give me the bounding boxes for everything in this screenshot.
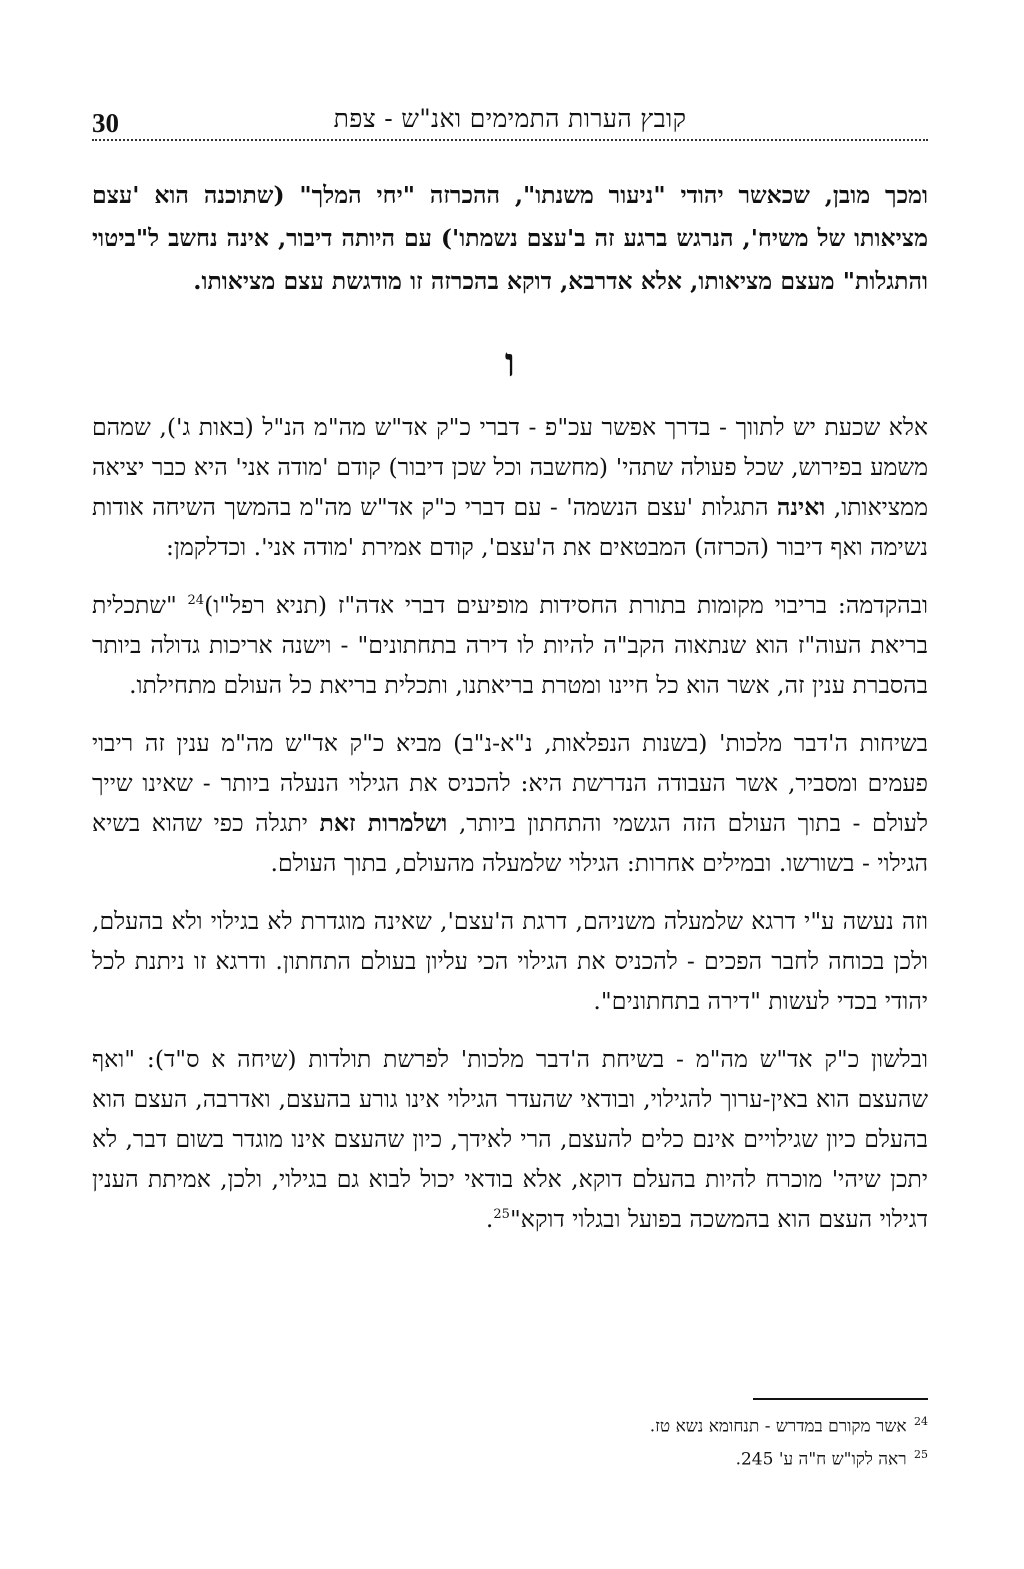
footnote-ref-25[interactable]: 25 xyxy=(493,1207,510,1223)
paragraph-2 xyxy=(92,585,928,705)
paragraph-1-part-a: אלא שכעת יש לתווך - בדרך אפשר עכ"פ - דברי כ"ק אד"ש מה"מ הנ"ל (באות ג'), שמהם משמע בפירוש, שכל פעולה שתהי' (מחשבה וכל שכן דיבור) קודם 'מודה אני' היא כבר יציאה ממציאותו, xyxy=(92,413,928,521)
footnote-text: ראה לקו"ש ח"ה ע' 245. xyxy=(735,1449,907,1470)
main-text xyxy=(92,174,928,1239)
paragraph-3-emphasis: ושלמרות זאת xyxy=(319,809,448,837)
paragraph-5 xyxy=(92,1039,928,1239)
footnote-text: אשר מקורם במדרש - תנחומא נשא טז. xyxy=(649,1416,907,1437)
footnote-24 xyxy=(92,1408,928,1441)
paragraph-2-part-a: ובהקדמה: בריבוי מקומות בתורת החסידות מופיעים דברי אדה"ז (תניא רפל"ו) xyxy=(204,591,928,619)
footnote-ref-24[interactable]: 24 xyxy=(187,593,205,609)
footnotes xyxy=(92,1408,928,1473)
paragraph-1-part-c: התגלות 'עצם הנשמה' - עם דברי כ"ק אד"ש מה"מ בהמשך השיחה אודות נשימה ואף דיבור (הכרזה) המבטאים את ה'עצם', קודם אמירת 'מודה אני'. וכדלקמן: xyxy=(92,493,928,561)
paragraph-3-part-a: בשיחות ה'דבר מלכות' (בשנות הנפלאות, נ"א-נ"ב) מביא כ"ק אד"ש מה"מ ענין זה ריבוי פעמים ומסביר, אשר העבודה הנדרשת היא: להכניס את הגילוי הנעלה ביותר - שאינו שייך לעולם - בתוך העולם הזה הגשמי והתחתון ביותר, xyxy=(92,729,929,837)
paragraph-1 xyxy=(92,407,928,567)
page-number: 30 xyxy=(92,108,119,138)
paragraph-2-part-b: "שתכלית בריאת העוה"ז הוא שנתאוה הקב"ה להיות לו דירה בתחתונים" - וישנה אריכות גדולה ביותר בהסברת ענין זה, אשר הוא כל חיינו ומטרת בריאתנו, ותכלית בריאת כל העולם מתחילתו. xyxy=(92,591,928,699)
footnote-rule xyxy=(753,1398,928,1400)
paragraph-3-part-c: יתגלה כפי שהוא בשיא הגילוי - בשורשו. ובמילים אחרות: הגילוי שלמעלה מהעולם, בתוך העולם. xyxy=(92,809,928,877)
footnote-number: 24 xyxy=(914,1415,928,1428)
section-letter: ו xyxy=(504,339,516,386)
paragraph-3 xyxy=(92,723,928,883)
document-page xyxy=(92,0,928,1569)
paragraph-5-part-a: ובלשון כ"ק אד"ש מה"מ - בשיחת ה'דבר מלכות' לפרשת תולדות (שיחה א ס"ד): "ואף שהעצם הוא באין-ערוך להגילוי, ובודאי שהעדר הגילוי אינו גורע בהעצם, ואדרבה, העצם הוא בהעלם כיון שגילויים אינם כלים להעצם, הרי לאידך, כיון שהעצם אינו מוגדר בשום דבר, לא יתכן שיהי' מוכרח להיות בהעלם דוקא, אלא בודאי יכול לבוא גם בגילוי, ולכן, אמיתת הענין דגילוי העצם הוא בהמשכה בפועל ובגלוי דוקא" xyxy=(92,1045,928,1233)
footnote-25 xyxy=(92,1441,928,1474)
header-dotted-rule xyxy=(92,139,928,141)
footnote-number: 25 xyxy=(914,1447,928,1461)
running-header xyxy=(92,100,928,140)
paragraph-4: וזה נעשה ע"י דרגא שלמעלה משניהם, דרגת ה'עצם', שאינה מוגדרת לא בגילוי ולא בהעלם, ולכן בכוחה לחבר הפכים - להכניס את הגילוי הכי עליון בעולם התחתון. ודרגא זו ניתנת לכל יהודי בכדי לעשות "דירה בתחתונים". xyxy=(92,907,928,1015)
paragraph-5-part-b: . xyxy=(485,1205,494,1233)
paragraph-1-emphasis: ואינה xyxy=(776,493,826,521)
header-title: קובץ הערות התמימים ואנ"ש - צפת xyxy=(333,104,687,133)
intro-paragraph: ומכך מובן, שכאשר יהודי "ניעור משנתו", ההכרזה "יחי המלך" (שתוכנה הוא 'עצם מציאותו של משיח', הנרגש ברגע זה ב'עצם נשמתו') עם היותה דיבור, אינה נחשב ל"ביטוי והתגלות" מעצם מציאותו, אלא אדרבא, דוקא בהכרזה זו מודגשת עצם מציאותו. xyxy=(92,181,928,295)
